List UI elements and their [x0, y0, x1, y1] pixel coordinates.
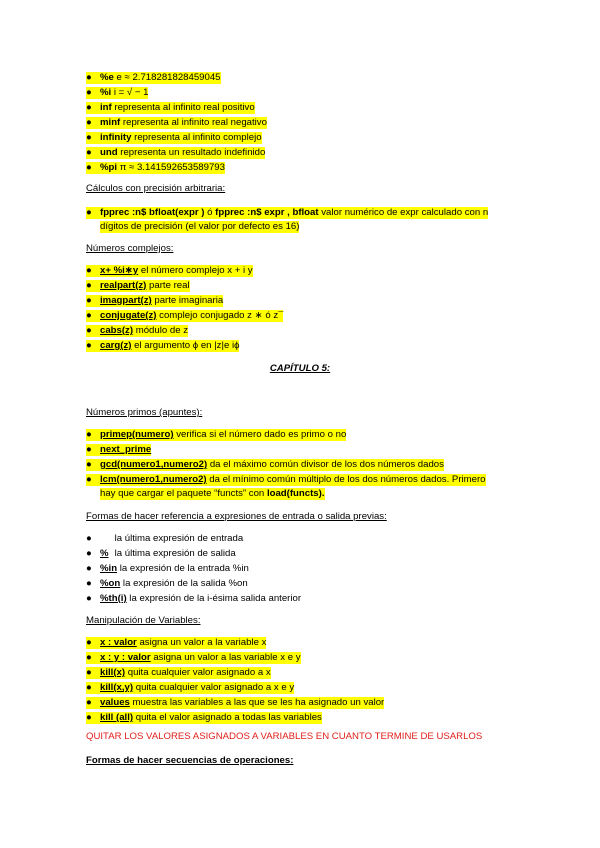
precision-heading: Cálculos con precisión arbitraria: [86, 183, 226, 194]
vars-item [86, 682, 294, 694]
complex-term: carg(z) [100, 340, 132, 351]
primes-desc: da el máximo común divisor de los dos números dados [207, 459, 444, 470]
chapter-title: CAPÍTULO 5: [269, 363, 331, 374]
refs-desc: la última expresión de entrada [112, 533, 244, 544]
vars-term: x : valor [100, 637, 137, 648]
bullet: ● [86, 87, 92, 98]
bullet: ● [86, 429, 92, 440]
vars-heading: Manipulación de Variables: [86, 615, 201, 626]
precision-item-cont: dígitos de precisión (el valor por defecto es 16) [100, 221, 300, 232]
bullet: ● [86, 325, 92, 336]
primes-item [86, 429, 346, 441]
bullet: ● [86, 132, 92, 143]
constants-item [86, 132, 262, 144]
bullet: ● [86, 147, 92, 158]
vars-item [86, 637, 266, 649]
vars-term: values [100, 697, 130, 708]
vars-term: kill (all) [100, 712, 134, 723]
bullet: ● [86, 310, 92, 321]
bullet: ● [86, 72, 92, 83]
complex-item [86, 295, 223, 307]
bullet: ● [86, 637, 92, 648]
primes-term: primep(numero) [100, 429, 174, 440]
complex-item [86, 340, 239, 352]
constants-term: %i [100, 87, 112, 98]
vars-term: x : y : valor [100, 652, 151, 663]
constants-term: minf [100, 117, 121, 128]
bullet: ● [86, 697, 92, 708]
constants-item [86, 87, 148, 99]
complex-desc: el número complejo x + i y [138, 265, 253, 276]
bullet: ● [86, 295, 92, 306]
vars-desc: asigna un valor a las variable x e y [150, 652, 301, 663]
primes-desc: da el mínimo común múltiplo de los dos números dados. Primero [206, 474, 486, 485]
complex-term: cabs(z) [100, 325, 134, 336]
bullet: ● [86, 280, 92, 291]
complex-desc: complejo conjugado z ∗ ó z¯ [156, 310, 284, 321]
complex-term: imagpart(z) [100, 295, 152, 306]
sequences-heading: Formas de hacer secuencias de operaciones: [86, 755, 294, 766]
primes-item-cont: hay que cargar el paquete “functs” con load(functs). [100, 488, 325, 499]
bullet: ● [86, 162, 92, 173]
primes-term: lcm(numero1,numero2) [100, 474, 207, 485]
complex-heading: Números complejos: [86, 243, 174, 254]
complex-item [86, 310, 283, 322]
constants-item [86, 117, 267, 129]
bullet: ● [86, 340, 92, 351]
constants-desc: i = √ − 1 [111, 87, 149, 98]
bullet: ● [86, 563, 92, 574]
complex-term: conjugate(z) [100, 310, 157, 321]
vars-desc: asigna un valor a la variable x [136, 637, 267, 648]
vars-item [86, 652, 301, 664]
vars-item [86, 712, 322, 724]
vars-term: kill(x) [100, 667, 126, 678]
refs-desc: la expresión de la i-ésima salida anterior [126, 593, 302, 604]
constants-term: %e [100, 72, 114, 83]
refs-term: % [100, 548, 109, 559]
bullet: ● [86, 593, 92, 604]
complex-desc: el argumento ϕ en |z|e iϕ [131, 340, 240, 351]
primes-term: gcd(numero1,numero2) [100, 459, 208, 470]
bullet: ● [86, 265, 92, 276]
refs-term: %on [100, 578, 121, 589]
complex-desc: parte real [146, 280, 190, 291]
constants-desc: representa al infinito real positivo [111, 102, 255, 113]
complex-item [86, 280, 190, 292]
precision-item: ● fpprec :n$ bfloat(expr ) ó fpprec :n$ expr , bfloat valor numérico de expr calculado con n [86, 207, 489, 218]
constants-desc: representa un resultado indefinido [117, 147, 266, 158]
refs-term: %in [100, 563, 118, 574]
vars-desc: muestra las variables a las que se les ha asignado un valor [129, 697, 385, 708]
complex-desc: parte imaginaria [151, 295, 224, 306]
constants-desc: π ≈ 3.141592653589793 [117, 162, 225, 173]
vars-item [86, 667, 271, 679]
constants-item [86, 147, 265, 159]
complex-item [86, 265, 253, 277]
refs-item [86, 548, 236, 560]
refs-desc: la expresión de la salida %on [120, 578, 248, 589]
bullet: ● [86, 533, 92, 544]
primes-item [86, 444, 151, 456]
vars-desc: quita cualquier valor asignado a x e y [133, 682, 295, 693]
complex-item [86, 325, 188, 337]
primes-desc: verifica si el número dado es primo o no [173, 429, 347, 440]
bullet: ● [86, 652, 92, 663]
primes-item [86, 459, 444, 471]
refs-item [86, 593, 301, 605]
refs-heading: Formas de hacer referencia a expresiones de entrada o salida previas: [86, 511, 387, 522]
constants-desc: representa al infinito real negativo [120, 117, 267, 128]
complex-term: realpart(z) [100, 280, 147, 291]
refs-item [86, 563, 249, 575]
vars-item [86, 697, 384, 709]
bullet: ● [86, 117, 92, 128]
bullet: ● [86, 459, 92, 470]
constants-item [86, 102, 255, 114]
constants-term: und [100, 147, 118, 158]
bullet: ● [86, 102, 92, 113]
complex-term: x+ %i∗y [100, 265, 139, 276]
refs-item [86, 578, 248, 590]
constants-desc: representa al infinito complejo [131, 132, 262, 143]
bullet: ● [86, 682, 92, 693]
refs-desc: la expresión de la entrada %in [117, 563, 249, 574]
primes-item [86, 474, 486, 486]
bullet: ● [86, 444, 92, 455]
bullet: ● [86, 548, 92, 559]
bullet: ● [86, 712, 92, 723]
bullet: ● [86, 474, 92, 485]
complex-desc: módulo de z [133, 325, 188, 336]
vars-term: kill(x,y) [100, 682, 134, 693]
bullet: ● [86, 578, 92, 589]
vars-desc: quita cualquier valor asignado a x [125, 667, 271, 678]
constants-item [86, 162, 225, 174]
refs-desc: la última expresión de salida [112, 548, 236, 559]
refs-term: %th(i) [100, 593, 127, 604]
constants-term: inf [100, 102, 112, 113]
constants-term: infinity [100, 132, 132, 143]
primes-term: next_prime [100, 444, 152, 455]
constants-term: %pi [100, 162, 118, 173]
vars-desc: quita el valor asignado a todas las variables [133, 712, 322, 723]
primes-heading: Números primos (apuntes): [86, 407, 203, 418]
constants-item [86, 72, 221, 84]
refs-item [86, 533, 243, 545]
warning-text: QUITAR LOS VALORES ASIGNADOS A VARIABLES EN CUANTO TERMINE DE USARLOS [86, 731, 483, 742]
bullet: ● [86, 667, 92, 678]
constants-desc: e ≈ 2.718281828459045 [113, 72, 221, 83]
